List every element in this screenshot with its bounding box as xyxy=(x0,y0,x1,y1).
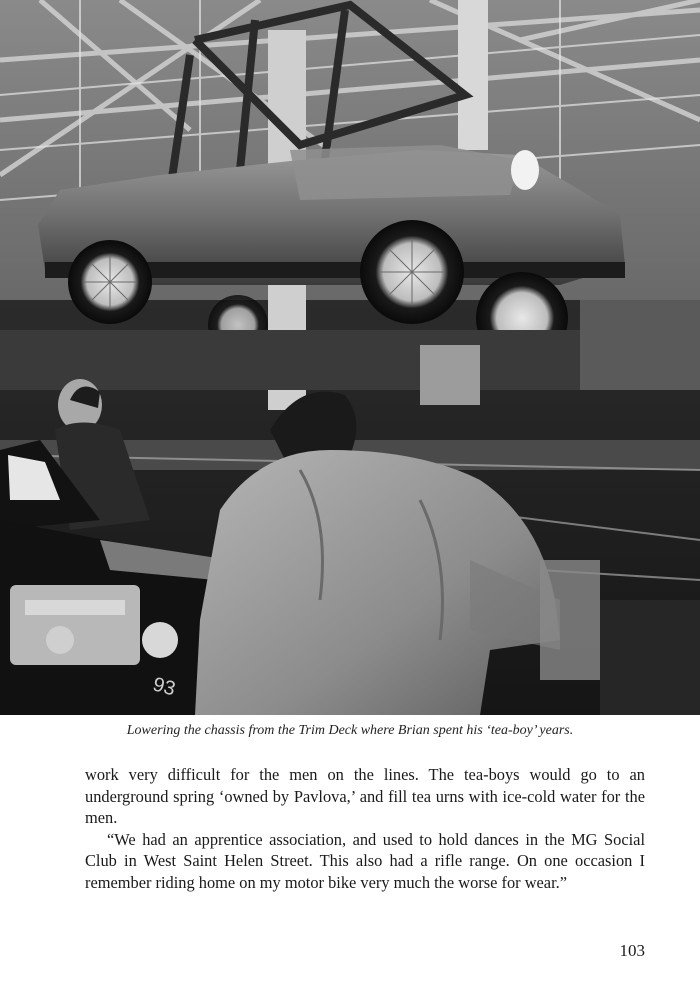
photo-caption: Lowering the chassis from the Trim Deck where Brian spent his ‘tea-boy’ years. xyxy=(126,723,574,738)
body-text xyxy=(85,764,645,893)
paragraph: work very difficult for the men on the lines. The tea-boys would go to an underground spring ‘owned by Pavlova,’ and fill tea urns with ice-cold water for the men. xyxy=(85,765,645,827)
page-number: 103 xyxy=(619,941,645,960)
chalk-marking: 93 xyxy=(150,673,178,701)
paragraph: “We had an apprentice association, and used to hold dances in the MG Social Club in West Saint Helen Street. This also had a rifle range. On one occasion I remember riding home on my motor bike very much the worse for wear.” xyxy=(85,829,645,892)
